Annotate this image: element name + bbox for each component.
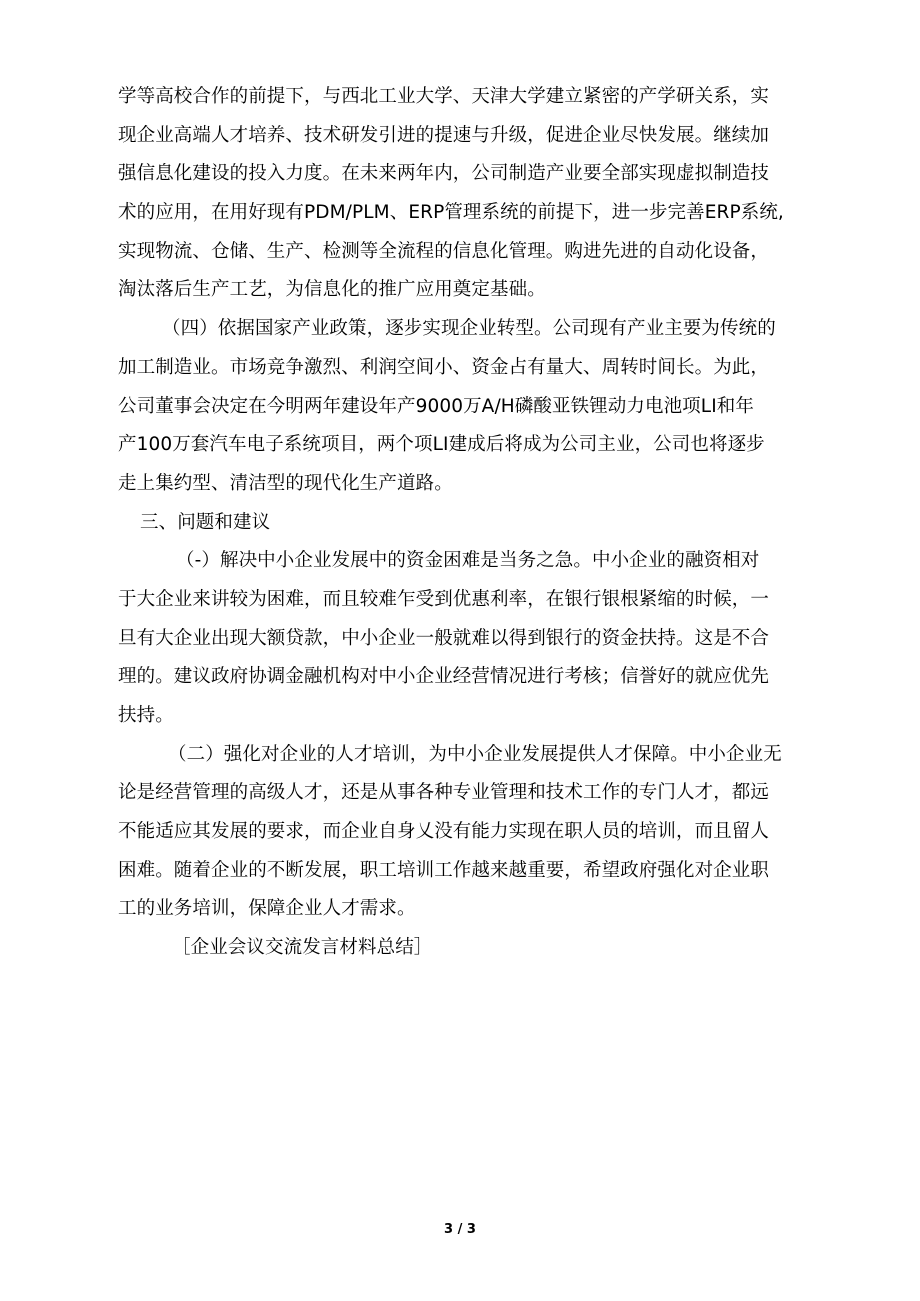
text-line: 走上集约型、清洁型的现代化生产道路。 — [118, 472, 453, 494]
section-heading: 三、问题和建议 — [140, 511, 271, 533]
document-body — [118, 78, 798, 968]
text-line: 公司董事会决定在今明两年建设年产9000万A/H磷酸亚铁锂动力电池项LI和年 — [118, 395, 754, 417]
text-line: 旦有大企业出现大额贷款，中小企业一般就难以得到银行的资金扶持。这是不合 — [118, 627, 770, 649]
text-line: 加工制造业。市场竞争激烈、利润空间小、资金占有量大、周转时间长。为此， — [118, 356, 770, 378]
text-line: 实现物流、仓储、生产、检测等全流程的信息化管理。购进先进的自动化设备， — [118, 240, 770, 262]
paragraph-start-line: （-）解决中小企业发展中的资金困难是当务之急。中小企业的融资相对 — [176, 550, 760, 572]
text-line: 产100万套汽车电子系统项目，两个项LI建成后将成为公司主业，公司也将逐步 — [118, 434, 765, 456]
text-line: 扶持。 — [118, 705, 174, 726]
closing-note: ［企业会议交流发言材料总结］ — [172, 937, 433, 959]
text-line: 不能适应其发展的要求，而企业自身乂没有能力实现在职人员的培训，而且留人 — [118, 821, 770, 843]
text-line: 现企业高端人才培养、技术研发引进的提速与升级，促进企业尽快发展。继续加 — [118, 124, 770, 146]
text-line: 淘汰落后生产工艺，为信息化的推广应用奠定基础。 — [118, 279, 546, 301]
text-line: 于大企业来讲较为困难，而且较难乍受到优惠利率，在银行银根紧缩的时候，一 — [118, 588, 770, 610]
paragraph-start-line: （四）依据国家产业政策，逐步实现企业转型。公司现有产业主要为传统的 — [162, 318, 776, 340]
text-line: 强信息化建设的投入力度。在未来两年内，公司制造产业要全部实现虚拟制造技 — [118, 163, 770, 185]
text-line: 论是经营管理的高级人才，还是从事各种专业管理和技术工作的专门人才，都远 — [118, 782, 770, 804]
paragraph-start-line: （二）强化对企业的人才培训，为中小企业发展提供人才保障。中小企业无 — [168, 743, 782, 765]
page-number: 3 / 3 — [444, 1222, 476, 1237]
text-line: 工的业务培训，保障企业人才需求。 — [118, 898, 416, 920]
text-line: 困难。随着企业的不断发展，职工培训工作越来越重要，希望政府强化对企业职 — [118, 859, 770, 881]
text-line: 术的应用，在用好现有PDM/PLM、ERP管理系统的前提下，进一步完善ERP系统, — [118, 202, 784, 224]
text-line: 学等高校合作的前提下，与西北工业大学、天津大学建立紧密的产学研关系，实 — [118, 86, 770, 107]
text-line: 理的。建议政府协调金融机构对中小企业经营情况进行考核；信誉好的就应优先 — [118, 666, 770, 688]
